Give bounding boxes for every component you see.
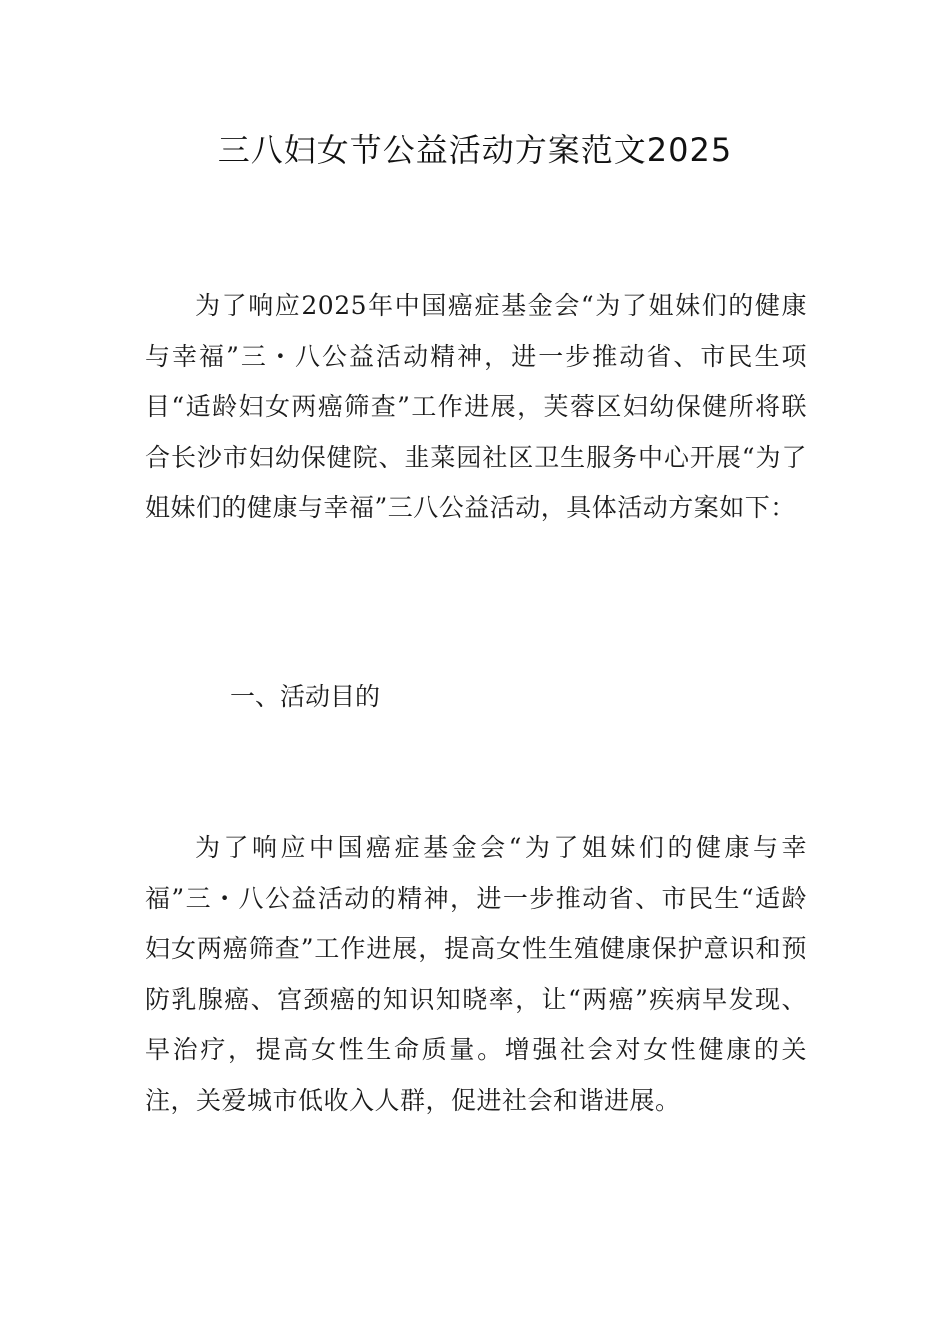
section-paragraph: 为了响应中国癌症基金会“为了姐妹们的健康与幸福”三・八公益活动的精神，进一步推动省、市民生“适龄妇女两癌筛查”工作进展，提高女性生殖健康保护意识和预防乳腺癌、宫颈癌的知识知晓率，让“两癌”疾病早发现、早治疗，提高女性生命质量。增强社会对女性健康的关注，关爱城市低收入人群，促进社会和谐进展。 [145,833,807,1115]
intro-paragraph: 为了响应2025年中国癌症基金会“为了姐妹们的健康与幸福”三・八公益活动精神，进一步推动省、市民生项目“适龄妇女两癌筛查”工作进展，芙蓉区妇幼保健所将联合长沙市妇幼保健院、韭菜园社区卫生服务中心开展“为了姐妹们的健康与幸福”三八公益活动，具体活动方案如下： [145,291,807,522]
section-heading: 一、活动目的 [230,682,381,711]
document-title: 三八妇女节公益活动方案范文2025 [217,131,733,169]
